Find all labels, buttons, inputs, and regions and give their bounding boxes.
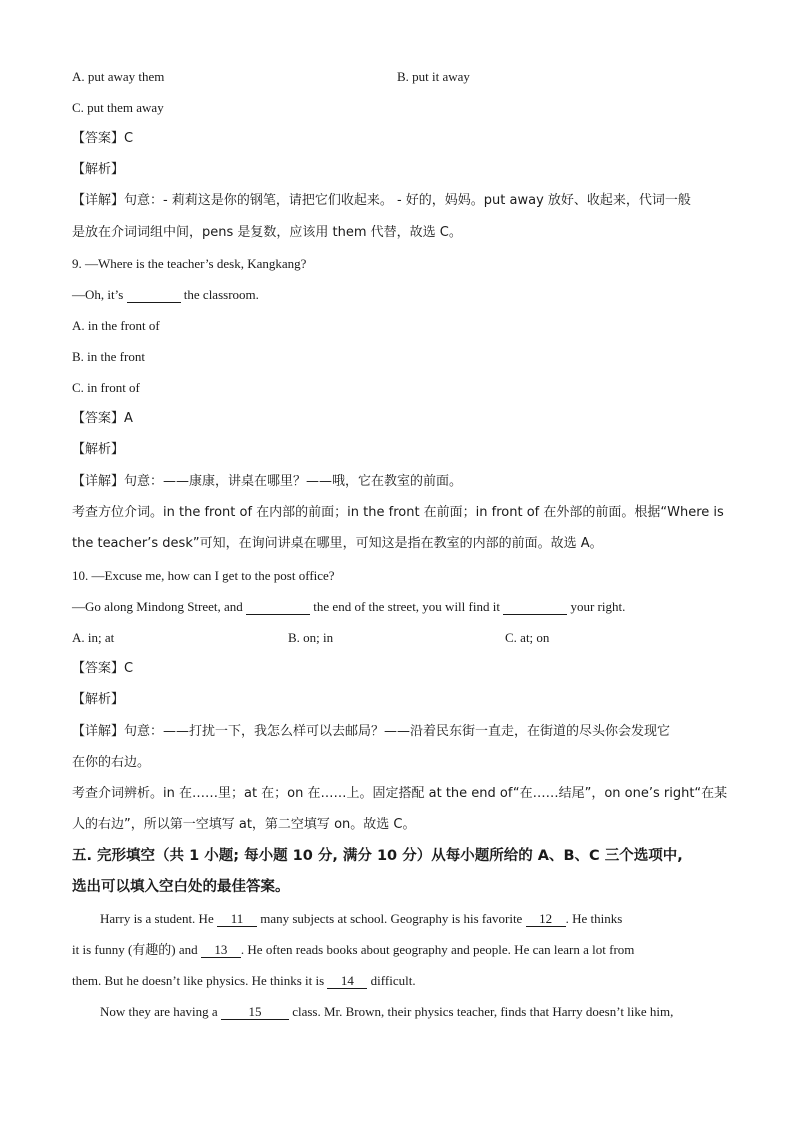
q9-detail-line-2: 考查方位介词。in the front of 在内部的前面；in the front 在前面；in front of 在外部的前面。根据“Where is: [72, 505, 724, 520]
q10-detail-line-2: 在你的右边。: [72, 755, 151, 770]
q9-option-c: C. in front of: [72, 380, 140, 395]
passage-part: class. Mr. Brown, their physics teacher, finds that Harry doesn’t like him,: [288, 1004, 674, 1019]
q10-detail-line-3: 考查介词辨析。in 在……里；at 在；on 在……上。固定搭配 at the end of“在……结尾”，on one’s right“在某: [72, 786, 728, 801]
passage-line-2: [72, 941, 634, 959]
q10-detail-line-1: 【详解】句意：——打扰一下，我怎么样可以去邮局？——沿着民东街一直走，在街道的尽头你会发现它: [72, 724, 671, 739]
section5-heading-line-1: 五. 完形填空（共 1 小题; 每小题 10 分, 满分 10 分）从每小题所给的 A、B、C 三个选项中,: [72, 848, 683, 864]
passage-line-3: [72, 972, 416, 990]
blank-14: 14: [327, 974, 367, 989]
passage-line-4: [100, 1003, 673, 1021]
passage-line-1-text: [72, 910, 622, 928]
passage-part: difficult.: [367, 973, 416, 988]
blank-12: 12: [526, 912, 566, 927]
q10-stem-part-a: —Go along Mindong Street, and: [72, 599, 247, 614]
q8-detail-line-1: 【详解】句意：- 莉莉这是你的钢笔，请把它们收起来。 - 好的，妈妈。put away 放好、收起来，代词一般: [72, 193, 691, 208]
q10-option-b: B. on; in: [288, 630, 334, 645]
blank-15: 15: [221, 1005, 289, 1020]
q8-option-c: C. put them away: [72, 100, 164, 115]
section5-heading-line-2: 选出可以填入空白处的最佳答案。: [72, 879, 290, 895]
q10-detail-line-4: 人的右边”，所以第一空填写 at，第二空填写 on。故选 C。: [72, 817, 416, 832]
passage-part: them. But he doesn’t like physics. He thinks it is: [72, 973, 328, 988]
q10-stem-line-1: 10. —Excuse me, how can I get to the post office?: [72, 568, 335, 583]
q9-answer: 【答案】A: [72, 411, 133, 426]
passage-part: Now they are having a: [100, 1004, 221, 1019]
q10-stem-line-2: [72, 598, 625, 616]
q10-answer: 【答案】C: [72, 661, 134, 676]
passage-part: many subjects at school. Geography is his favorite: [256, 911, 526, 926]
passage-line-1: [72, 910, 722, 928]
q9-stem-part-b: the classroom.: [180, 287, 259, 302]
q8-option-a: A. put away them: [72, 69, 165, 84]
q9-analysis-label: 【解析】: [72, 442, 125, 457]
passage-part: Harry is a student. He: [100, 911, 217, 926]
q10-blank-1: [246, 600, 310, 615]
q9-stem-line-2: [72, 286, 259, 304]
q9-option-a: A. in the front of: [72, 318, 160, 333]
blank-11: 11: [217, 912, 257, 927]
q9-stem-line-1: 9. —Where is the teacher’s desk, Kangkang?: [72, 256, 307, 271]
q10-stem-part-c: your right.: [567, 599, 626, 614]
q9-stem-part-a: —Oh, it’s: [72, 287, 127, 302]
q9-option-b: B. in the front: [72, 349, 145, 364]
passage-part: . He thinks: [565, 911, 623, 926]
q9-detail-line-1: 【详解】句意：——康康，讲桌在哪里？——哦，它在教室的前面。: [72, 474, 463, 489]
q10-stem-part-b: the end of the street, you will find it: [310, 599, 504, 614]
q8-answer: 【答案】C: [72, 131, 134, 146]
q10-blank-2: [503, 600, 567, 615]
q8-detail-line-2: 是放在介词词组中间，pens 是复数，应该用 them 代替，故选 C。: [72, 225, 462, 240]
q9-blank: [127, 288, 181, 303]
q8-analysis-label: 【解析】: [72, 162, 125, 177]
q9-detail-line-3: the teacher’s desk”可知，在询问讲桌在哪里，可知这是指在教室的内部的前面。故选 A。: [72, 536, 603, 551]
q8-option-b: B. put it away: [397, 69, 470, 84]
blank-13: 13: [201, 943, 241, 958]
q10-option-c: C. at; on: [505, 630, 550, 645]
passage-part: . He often reads books about geography and people. He can learn a lot from: [240, 942, 635, 957]
q10-analysis-label: 【解析】: [72, 692, 125, 707]
q10-option-a: A. in; at: [72, 630, 115, 645]
passage-part: it is funny (有趣的) and: [72, 942, 201, 957]
